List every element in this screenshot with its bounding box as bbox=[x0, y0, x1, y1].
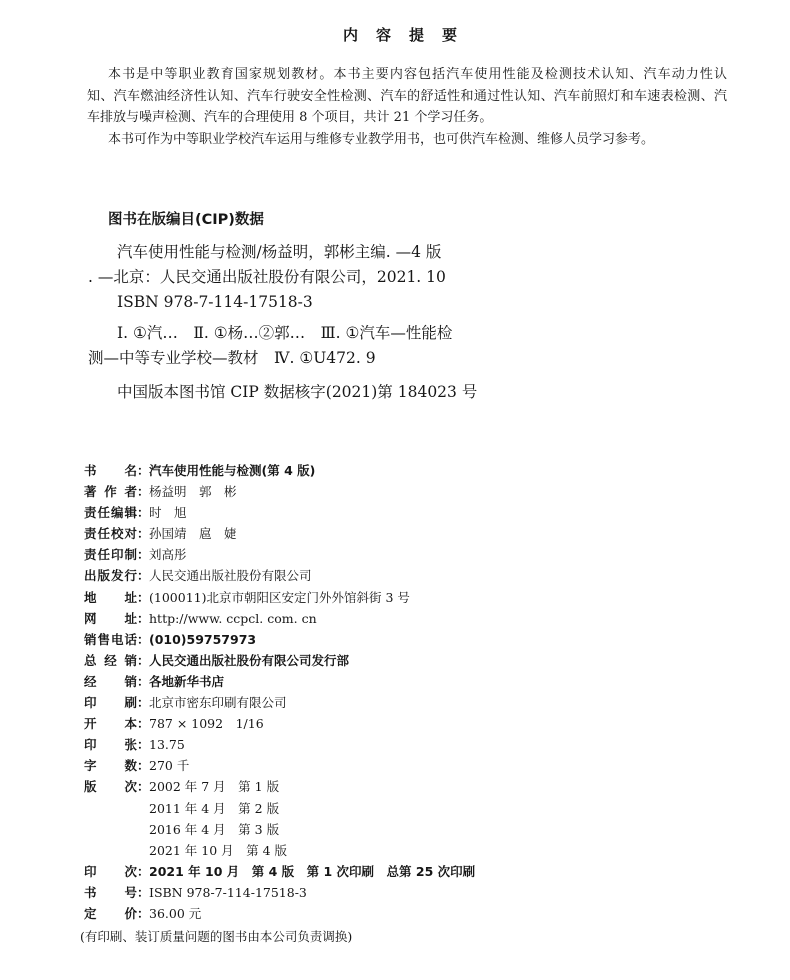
field-label: 印张 bbox=[84, 737, 137, 753]
field-colon: ： bbox=[137, 652, 150, 668]
cip-line: 测—中等专业学校—教材 Ⅳ. ①U472. 9 bbox=[88, 349, 376, 367]
cip-line: Ⅰ. ①汽… Ⅱ. ①杨…②郭… Ⅲ. ①汽车—性能检 bbox=[117, 324, 453, 342]
row-book-title bbox=[84, 460, 475, 481]
field-value: 787 × 1092 1/16 bbox=[149, 716, 264, 732]
summary-section bbox=[87, 64, 727, 150]
row-authors bbox=[84, 481, 475, 502]
quality-note: (有印刷、装订质量问题的图书由本公司负责调换) bbox=[80, 929, 353, 944]
field-value: 刘高彤 bbox=[149, 547, 187, 563]
row-address bbox=[84, 587, 475, 608]
colophon-table bbox=[84, 460, 475, 924]
field-label: 地址 bbox=[84, 589, 137, 605]
cip-line: 汽车使用性能与检测/杨益明，郭彬主编. —4 版 bbox=[117, 243, 442, 261]
field-value: http://www. ccpcl. com. cn bbox=[149, 610, 317, 626]
cip-record-number: 中国版本图书馆 CIP 数据核字(2021)第 184023 号 bbox=[117, 383, 478, 401]
field-value: 各地新华书店 bbox=[149, 673, 225, 689]
row-edition bbox=[84, 776, 475, 797]
row-print-supervisor bbox=[84, 544, 475, 565]
field-colon: ： bbox=[137, 484, 150, 500]
field-label: 著作者 bbox=[84, 484, 137, 500]
row-proofreaders bbox=[84, 523, 475, 544]
row-edition-3 bbox=[84, 819, 475, 840]
row-printed-sheets bbox=[84, 734, 475, 755]
field-colon: ： bbox=[137, 610, 150, 626]
field-colon: ： bbox=[137, 737, 150, 753]
field-colon: ： bbox=[137, 589, 150, 605]
row-website bbox=[84, 608, 475, 629]
field-label: 网址 bbox=[84, 610, 137, 626]
field-colon: ： bbox=[137, 905, 150, 921]
cip-line: . —北京：人民交通出版社股份有限公司，2021. 10 bbox=[88, 268, 446, 286]
cip-data-block bbox=[88, 240, 477, 405]
field-value: 270 千 bbox=[149, 758, 190, 774]
field-colon: ： bbox=[137, 526, 150, 542]
field-value: 36.00 元 bbox=[149, 905, 202, 921]
row-printer bbox=[84, 692, 475, 713]
row-sales-phone bbox=[84, 629, 475, 650]
field-label: 责任印制 bbox=[84, 547, 137, 563]
field-value: 2011 年 4 月 第 2 版 bbox=[149, 800, 280, 816]
field-label: 开本 bbox=[84, 716, 137, 732]
field-label: 出版发行 bbox=[84, 568, 137, 584]
field-label: 印次 bbox=[84, 863, 137, 879]
field-colon: ： bbox=[137, 695, 150, 711]
field-value: 人民交通出版社股份有限公司 bbox=[149, 568, 312, 584]
field-label: 责任编辑 bbox=[84, 505, 137, 521]
row-impression bbox=[84, 861, 475, 882]
field-value: 2021 年 10 月 第 4 版 第 1 次印刷 总第 25 次印刷 bbox=[149, 863, 476, 879]
summary-line: 知、汽车燃油经济性认知、汽车行驶安全性检测、汽车的舒适性和通过性认知、汽车前照灯和车速表检测、汽 bbox=[87, 88, 727, 104]
row-format bbox=[84, 713, 475, 734]
row-executive-editor bbox=[84, 502, 475, 523]
row-isbn bbox=[84, 882, 475, 903]
field-value: 孙国靖 扈 婕 bbox=[149, 526, 237, 542]
field-label: 书号 bbox=[84, 884, 137, 900]
field-colon: ： bbox=[137, 505, 150, 521]
field-value: 汽车使用性能与检测(第 4 版) bbox=[149, 463, 316, 478]
field-value: 2016 年 4 月 第 3 版 bbox=[149, 821, 280, 837]
field-label: 责任校对 bbox=[84, 526, 137, 542]
field-value: 人民交通出版社股份有限公司发行部 bbox=[149, 652, 350, 668]
summary-title: 内容提要 bbox=[343, 26, 476, 44]
field-value: (010)59757973 bbox=[149, 631, 257, 647]
field-colon: ： bbox=[137, 463, 150, 478]
row-publisher bbox=[84, 565, 475, 586]
field-label: 总经销 bbox=[84, 652, 137, 668]
field-colon: ： bbox=[137, 631, 150, 647]
field-colon: ： bbox=[137, 673, 150, 689]
summary-line: 车排放与噪声检测、汽车的合理使用 8 个项目，共计 21 个学习任务。 bbox=[87, 110, 493, 125]
cip-heading: 图书在版编目(CIP)数据 bbox=[108, 212, 264, 228]
field-value: 13.75 bbox=[149, 737, 185, 753]
field-colon: ： bbox=[137, 863, 150, 879]
field-label: 书名 bbox=[84, 463, 137, 478]
field-value: (100011)北京市朝阳区安定门外外馆斜街 3 号 bbox=[149, 589, 410, 605]
field-colon: ： bbox=[137, 568, 150, 584]
summary-line: 本书可作为中等职业学校汽车运用与维修专业教学用书，也可供汽车检测、维修人员学习参考。 bbox=[108, 131, 655, 147]
row-price bbox=[84, 903, 475, 924]
field-colon: ： bbox=[137, 758, 150, 774]
field-label: 经销 bbox=[84, 673, 137, 689]
field-value: 时 旭 bbox=[149, 505, 187, 521]
field-colon: ： bbox=[137, 716, 150, 732]
cip-isbn: ISBN 978-7-114-17518-3 bbox=[117, 293, 313, 311]
row-word-count bbox=[84, 755, 475, 776]
field-value: ISBN 978-7-114-17518-3 bbox=[149, 884, 307, 900]
field-label: 字数 bbox=[84, 758, 137, 774]
summary-line: 本书是中等职业教育国家规划教材。本书主要内容包括汽车使用性能及检测技术认知、汽车动力性认 bbox=[108, 67, 727, 82]
field-value: 2021 年 10 月 第 4 版 bbox=[149, 842, 288, 858]
row-distributor bbox=[84, 671, 475, 692]
row-general-distributor bbox=[84, 650, 475, 671]
field-colon: ： bbox=[137, 779, 150, 795]
field-label: 定价 bbox=[84, 905, 137, 921]
field-label: 印刷 bbox=[84, 695, 137, 711]
field-value: 杨益明 郭 彬 bbox=[149, 484, 237, 500]
field-colon: ： bbox=[137, 884, 150, 900]
row-edition-2 bbox=[84, 798, 475, 819]
field-value: 2002 年 7 月 第 1 版 bbox=[149, 779, 280, 795]
row-edition-4 bbox=[84, 840, 475, 861]
field-label: 版次 bbox=[84, 779, 137, 795]
field-label: 销售电话 bbox=[84, 631, 137, 647]
field-value: 北京市密东印刷有限公司 bbox=[149, 695, 287, 711]
field-colon: ： bbox=[137, 547, 150, 563]
